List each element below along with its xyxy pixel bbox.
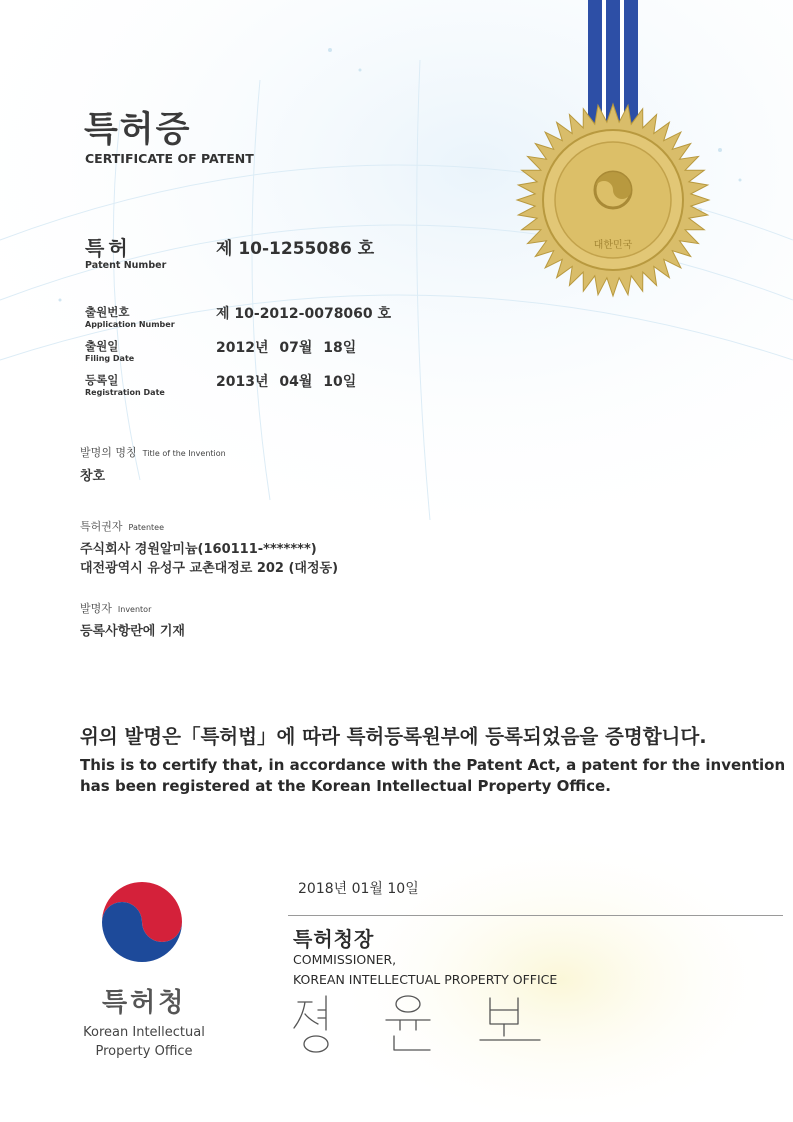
invention-title-label-ko: 발명의 명칭 — [80, 446, 137, 459]
patentee-label-ko: 특허권자 — [80, 520, 123, 533]
registration-date-value: 2013년 04월 10일 — [216, 374, 357, 390]
commissioner-title-en-line2: KOREAN INTELLECTUAL PROPERTY OFFICE — [293, 972, 558, 987]
certification-text-en-line1: This is to certify that, in accordance with the Patent Act, a patent for the invention — [80, 756, 786, 774]
certificate-title-ko: 특허증 — [84, 110, 192, 150]
signature-divider — [288, 915, 783, 916]
issue-date: 2018년 01월 10일 — [298, 881, 419, 897]
gold-seal-medal — [515, 0, 715, 300]
filing-date-label-en: Filing Date — [85, 354, 135, 363]
invention-title-label — [80, 444, 226, 460]
application-number-label-ko: 출원번호 — [85, 305, 130, 319]
certification-text-en-line2: has been registered at the Korean Intellectual Property Office. — [80, 777, 611, 795]
invention-title-value: 창호 — [80, 469, 106, 484]
registration-date-label-ko: 등록일 — [85, 373, 119, 387]
patent-number-label-ko: 특허 — [85, 236, 132, 260]
patentee-name: 주식회사 경원알미늄(160111-*******) — [80, 542, 317, 557]
kipo-taegeuk-logo — [96, 876, 188, 968]
inventor-label — [80, 600, 151, 616]
patentee-label — [80, 518, 164, 534]
inventor-value: 등록사항란에 기재 — [80, 624, 185, 639]
patent-number-label-en: Patent Number — [85, 260, 167, 271]
commissioner-title-en-line1: COMMISSIONER, — [293, 952, 397, 967]
filing-date-value: 2012년 07월 18일 — [216, 340, 357, 356]
patentee-address: 대전광역시 유성구 교촌대정로 202 (대정동) — [80, 561, 339, 576]
invention-title-label-en: Title of the Invention — [142, 449, 226, 458]
seal-text: 대한민국 — [593, 240, 633, 251]
office-logo-name-ko: 특허청 — [102, 988, 187, 1018]
office-logo-name-en-line1: Korean Intellectual — [83, 1025, 205, 1040]
application-number-value: 제 10-2012-0078060 호 — [216, 306, 392, 322]
office-logo-name-en-line2: Property Office — [95, 1044, 193, 1059]
filing-date-label-ko: 출원일 — [85, 339, 119, 353]
application-number-label-en: Application Number — [85, 320, 175, 329]
commissioner-signature — [290, 990, 550, 1060]
patentee-label-en: Patentee — [128, 523, 164, 532]
commissioner-title-ko: 특허청장 — [293, 927, 375, 951]
patent-number-value: 제 10-1255086 호 — [216, 239, 375, 259]
inventor-label-ko: 발명자 — [80, 602, 112, 615]
certificate-title-en: CERTIFICATE OF PATENT — [85, 151, 254, 166]
inventor-label-en: Inventor — [117, 605, 152, 614]
certification-text-ko: 위의 발명은「특허법」에 따라 특허등록원부에 등록되었음을 증명합니다. — [80, 725, 707, 748]
registration-date-label-en: Registration Date — [85, 388, 165, 397]
